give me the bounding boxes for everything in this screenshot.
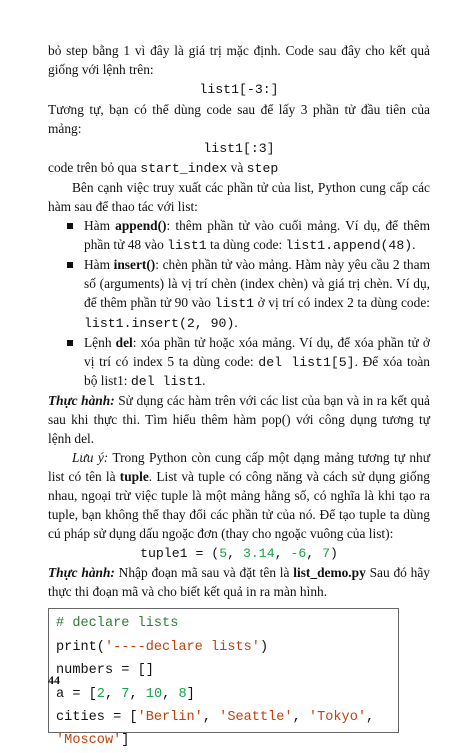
a-open: a = [ (56, 686, 97, 702)
first3-paragraph: Tương tự, bạn có thể dùng code sau để lấy 3 phần tử đầu tiên của mảng: (48, 101, 430, 136)
del-code-all: del list1 (130, 374, 203, 390)
insert-text-2: : chèn phần tử vào mảng. Hàm này yêu cầu 2 tham số (arguments) là vị trí chèn (index chèn) và giá trị chèn. Ví dụ, để thêm phần tử 90 vào (84, 256, 430, 310)
tuple-num-3: -6 (290, 545, 307, 561)
tuple-num-1: 5 (219, 545, 228, 561)
insert-code-list1: list1 (214, 295, 255, 311)
file-name: list_demo.py (293, 565, 366, 581)
append-text-2: : thêm phần tử vào cuối mảng. Ví dụ, để thêm phần tử 48 vào (84, 218, 430, 253)
practice-text-2b: Sau đó hãy thực thi đoạn mã và cho biết kết quả in ra màn hình. (48, 565, 430, 600)
del-name: del (115, 334, 133, 350)
city-moscow: 'Moscow' (56, 733, 122, 749)
tuple-sep-3: , (306, 545, 323, 561)
a-comma-2: , (129, 686, 146, 702)
tuple-sep-2: , (274, 545, 291, 561)
code-line-cities (56, 706, 391, 753)
del-text-1: Lệnh (84, 334, 116, 350)
practice-text-2a: Nhập đoạn mã sau và đặt tên là (114, 565, 294, 581)
append-text-1: Hàm (84, 218, 116, 234)
tuple-sep-1: , (227, 545, 243, 561)
a-num-4: 8 (178, 686, 187, 702)
city-seattle: 'Seattle' (219, 709, 293, 725)
practice-label-2: Thực hành: (48, 565, 115, 581)
cities-close: ] (121, 733, 130, 749)
skip-and: và (227, 160, 247, 176)
note-text-1: Trong Python còn cung cấp một dạng mảng tương tự như list có tên là (48, 450, 430, 484)
cities-comma-2: , (292, 709, 309, 725)
note-label: Lưu ý: (72, 450, 109, 466)
print-close: ) (259, 639, 269, 655)
city-tokyo: 'Tokyo' (308, 709, 367, 725)
cities-open: cities = [ (56, 709, 138, 725)
del-text-4: . (202, 373, 206, 389)
insert-code-call: list1.insert(2, 90) (84, 315, 235, 331)
a-comma-3: , (162, 686, 179, 702)
insert-text-3: ở vị trí có index 2 ta dùng code: (254, 294, 430, 310)
a-num-3: 10 (145, 686, 163, 702)
append-code-list1: list1 (167, 238, 207, 254)
intro-paragraph: bỏ step bằng 1 vì đây là giá trị mặc định. Code sau đây cho kết quả giống với lệnh trên: (48, 43, 430, 77)
functions-paragraph: Bên cạnh việc truy xuất các phần tử của list, Python cung cấp các hàm sau để thao tác với list: (48, 180, 430, 215)
tuple-code-line (48, 545, 430, 564)
tuple-num-2: 3.14 (242, 545, 275, 561)
page-content (48, 42, 431, 749)
tuple-code-rhs: ) (330, 545, 338, 561)
a-num-2: 7 (121, 686, 130, 702)
append-text-4: . (412, 237, 416, 253)
function-list (48, 217, 430, 392)
code-line-a (56, 683, 391, 706)
code-line-comment: # declare lists (56, 616, 179, 632)
practice-label-1: Thực hành: (48, 393, 115, 409)
insert-text-4: . (234, 314, 238, 330)
del-text-3: . Để xóa toàn bộ list1: (84, 353, 431, 389)
city-berlin: 'Berlin' (137, 709, 203, 725)
code-negative-slice: list1[-3:] (199, 81, 279, 97)
append-text-3: ta dùng code: (206, 237, 286, 253)
a-num-1: 2 (96, 686, 105, 702)
del-text-2: : xóa phần tử hoặc xóa mảng. Ví dụ, để xóa phần tử ở vị trí có index 5 ta dùng code: (84, 334, 430, 369)
cities-comma-1: , (202, 709, 220, 725)
print-string: '----declare lists' (104, 639, 260, 655)
insert-name: insert() (113, 256, 156, 272)
skip-paragraph (48, 159, 430, 179)
practice-text-1: Sử dụng các hàm trên với các list của bạn và in ra kết quả sau khi thực thi. Tìm hiểu thêm hàm pop() với công dụng tương tự lệnh del. (48, 393, 431, 447)
insert-text-1: Hàm (84, 256, 114, 272)
append-name: append() (115, 218, 167, 234)
code-listing-box (48, 608, 399, 749)
list-item-insert (84, 256, 430, 334)
note-paragraph (48, 449, 430, 544)
code-line-numbers: numbers = [] (56, 663, 154, 679)
step-code: step (246, 161, 279, 177)
practice-paragraph-2 (48, 564, 430, 602)
list-item-del (84, 334, 430, 393)
cities-comma-3: , (366, 709, 375, 725)
code-line-print (56, 636, 391, 659)
tuple-num-4: 7 (322, 545, 331, 561)
code-first3-slice: list1[:3] (203, 140, 275, 156)
append-code-call: list1.append(48) (285, 238, 413, 254)
practice-paragraph-1 (48, 392, 430, 449)
page-number: 44 (48, 673, 60, 687)
start-index-code: start_index (140, 161, 228, 177)
print-open: print( (56, 639, 105, 655)
tuple-term: tuple (119, 468, 149, 484)
a-comma-1: , (104, 686, 122, 702)
skip-text: code trên bỏ qua (48, 160, 141, 176)
tuple-code-lhs: tuple1 = ( (140, 545, 220, 561)
del-code-index: del list1[5] (258, 354, 355, 370)
list-item-append (84, 217, 430, 256)
note-text-2: . List và tuple có công năng và cách sử dụng giống nhau, ngoại trừ việc tuple là một mảng hằng số, có nghĩa là khi tạo ra tuple, bạn không thể thay đổi các phần tử của nó. Để tạo tuple ta dùng cú pháp sử dụng dấu ngoặc đơn (thay cho ngoặc vuông của list): (48, 468, 430, 541)
a-close: ] (186, 686, 195, 702)
